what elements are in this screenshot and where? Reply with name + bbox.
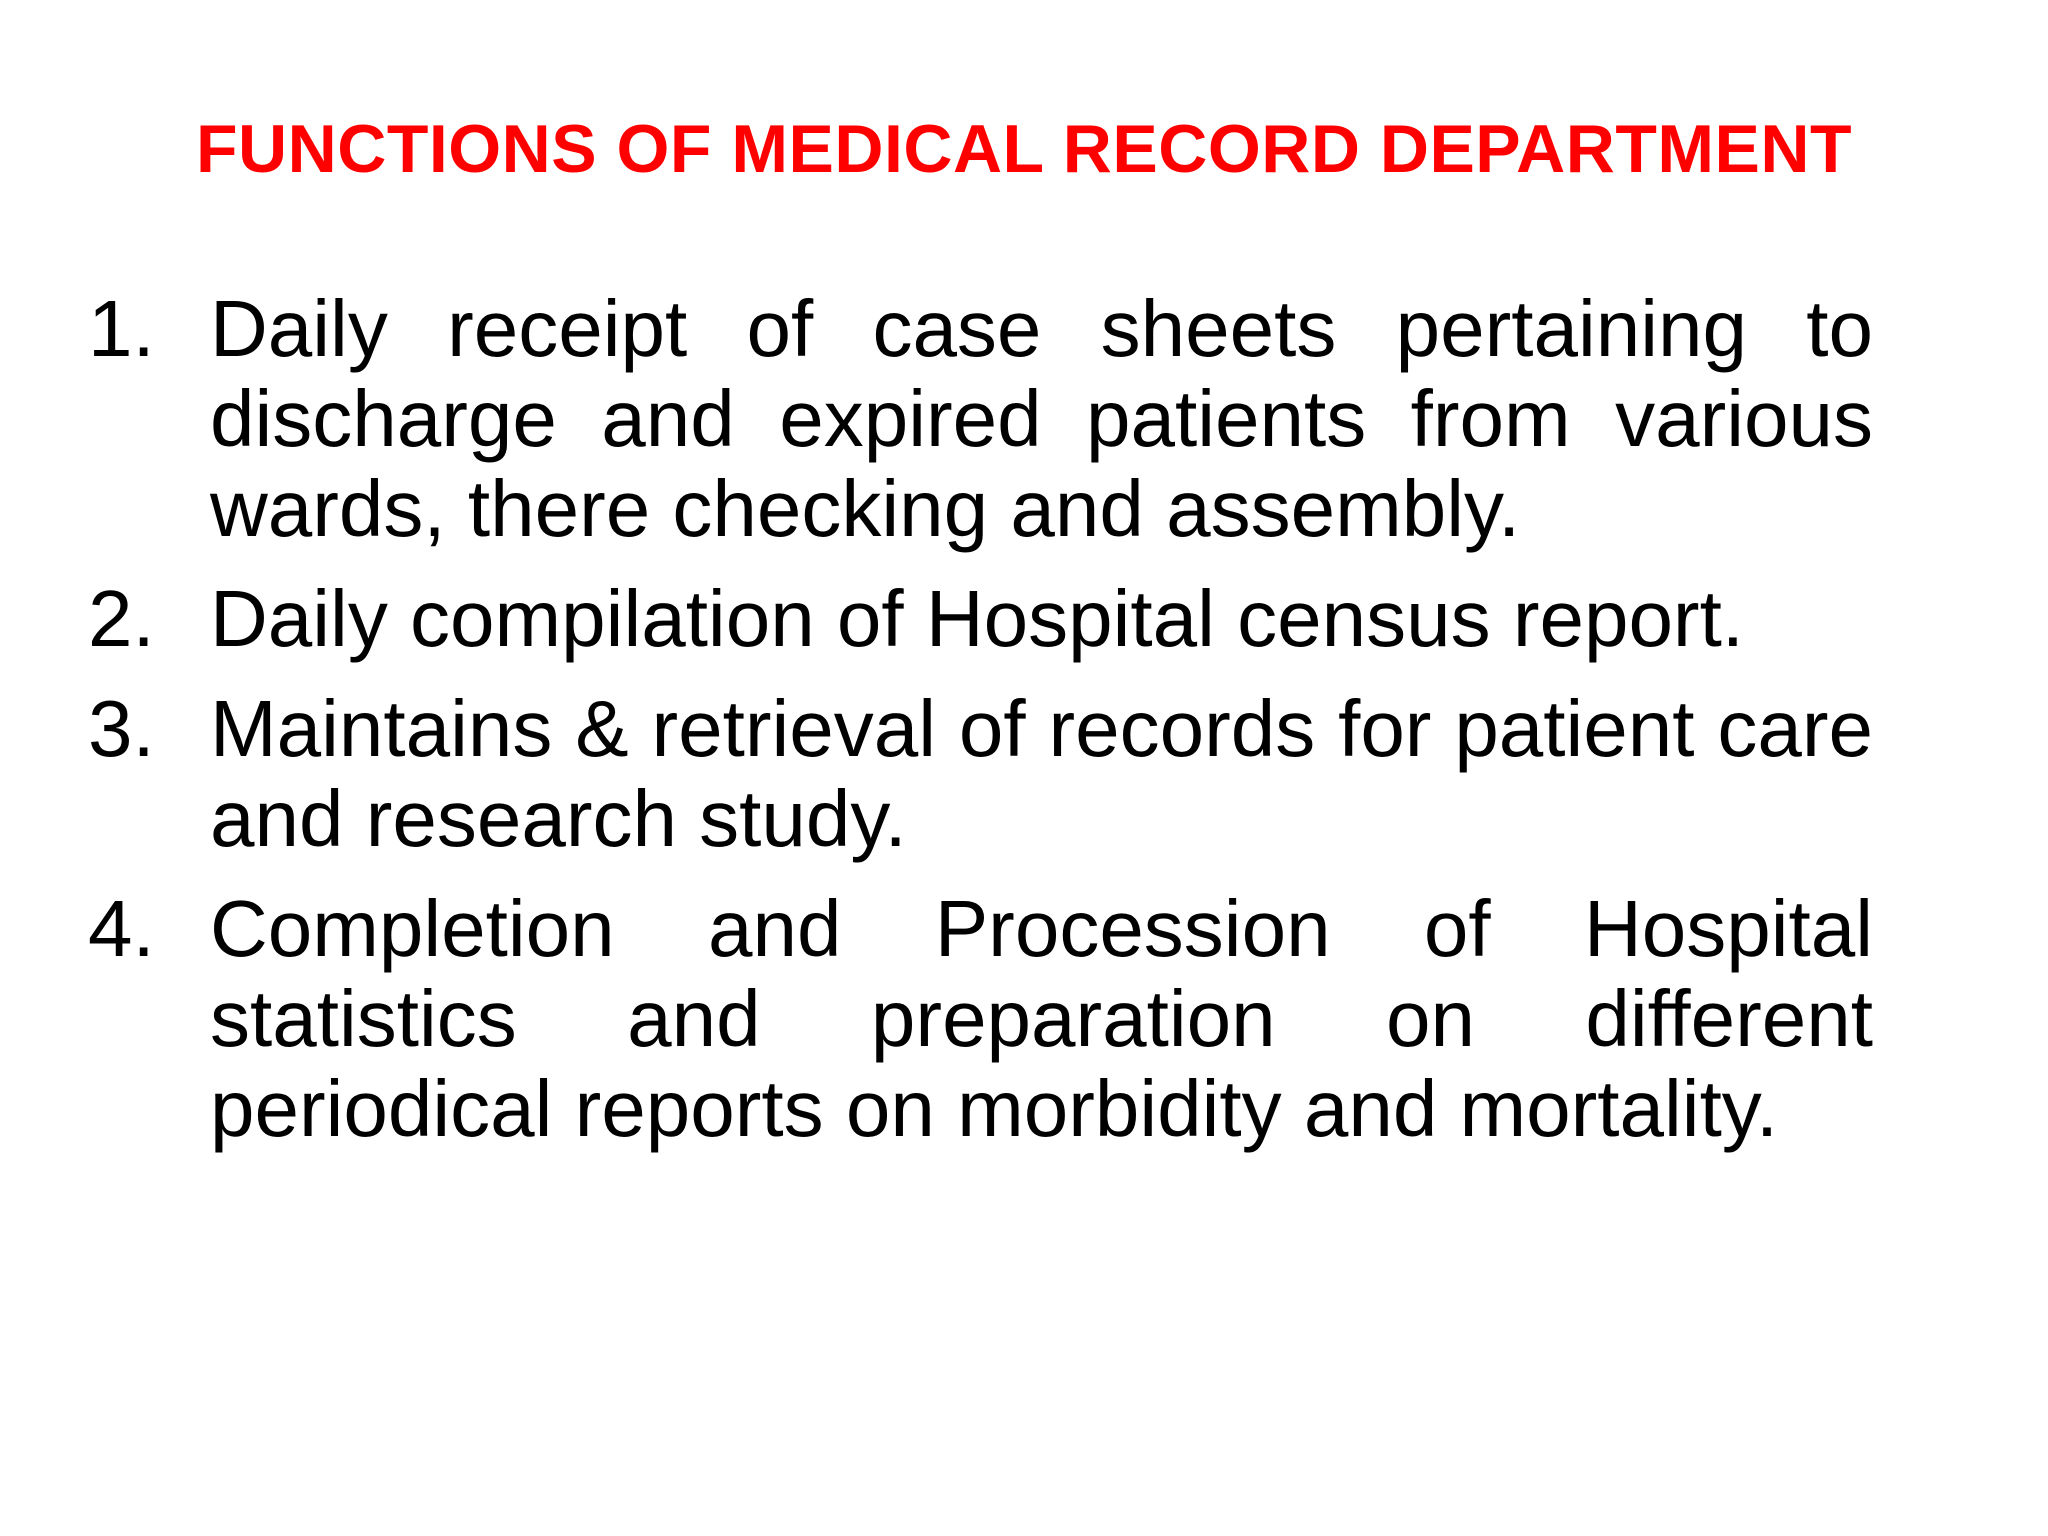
list-item-number: 4.: [88, 884, 155, 973]
list-item-number: 2.: [88, 574, 155, 663]
functions-list: [88, 284, 1873, 1174]
list-item-number: 1.: [88, 284, 155, 373]
list-item: [88, 284, 1873, 554]
slide-title: FUNCTIONS OF MEDICAL RECORD DEPARTMENT: [195, 111, 1852, 187]
list-item: [88, 574, 1873, 664]
list-item-number: 3.: [88, 684, 155, 773]
list-item: [88, 884, 1873, 1154]
list-item-text: Daily compilation of Hospital census report.: [210, 574, 1745, 663]
list-item: [88, 684, 1873, 864]
list-item-text: Completion and Procession of Hospital statistics and preparation on different periodical reports on morbidity and mortality.: [210, 884, 1873, 1153]
list-item-text: Daily receipt of case sheets pertaining to discharge and expired patients from various wards, there checking and assembly.: [210, 284, 1873, 553]
list-item-text: Maintains & retrieval of records for patient care and research study.: [210, 684, 1873, 863]
